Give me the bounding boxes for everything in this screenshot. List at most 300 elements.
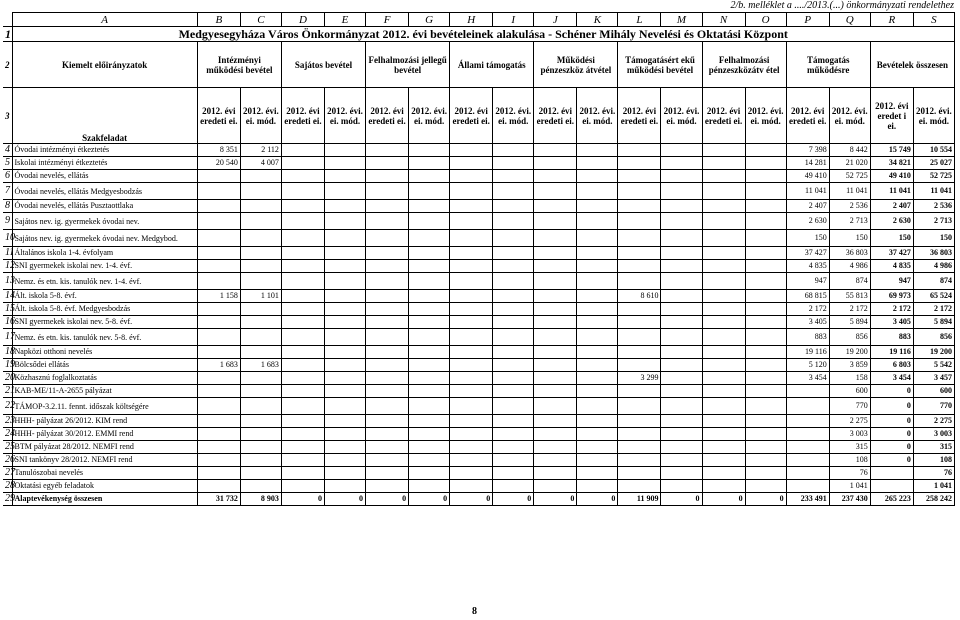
cell-k <box>577 467 618 480</box>
cell-n <box>702 273 745 290</box>
row-label: HHH- pályázat 26/2012. KIM rend <box>12 415 197 428</box>
cell-n <box>702 316 745 329</box>
cell-k <box>577 200 618 213</box>
row-number: 6 <box>5 170 10 181</box>
cell-q: 11 041 <box>829 183 870 200</box>
cell-c <box>240 415 281 428</box>
cell-i <box>493 372 534 385</box>
cell-n <box>702 247 745 260</box>
cell-f <box>366 260 409 273</box>
cell-d <box>281 273 324 290</box>
cell-p <box>786 398 829 415</box>
cell-r: 34 821 <box>870 157 913 170</box>
cell-q: 770 <box>829 398 870 415</box>
cell-h <box>450 144 493 157</box>
cell-q: 150 <box>829 230 870 247</box>
cell-j: 0 <box>534 493 577 506</box>
cell-q: 19 200 <box>829 346 870 359</box>
cell-q: 21 020 <box>829 157 870 170</box>
cell-d <box>281 454 324 467</box>
cell-i <box>493 359 534 372</box>
cell-n: 0 <box>702 493 745 506</box>
cell-q: 108 <box>829 454 870 467</box>
cell-b <box>197 316 240 329</box>
cell-c: 4 007 <box>240 157 281 170</box>
header-felhalm-jellegu: Felhalmozási jellegű bevétel <box>366 42 450 88</box>
cell-s: 600 <box>913 385 954 398</box>
cell-d <box>281 290 324 303</box>
cell-e <box>324 415 365 428</box>
header-tamogatasert: Támogatásért ekű működési bevétel <box>618 42 702 88</box>
row-number: 7 <box>3 183 12 200</box>
cell-c <box>240 398 281 415</box>
cell-g <box>409 247 450 260</box>
cell-r: 0 <box>870 398 913 415</box>
cell-s: 315 <box>913 441 954 454</box>
cell-h <box>450 428 493 441</box>
cell-j <box>534 428 577 441</box>
cell-h: 0 <box>450 493 493 506</box>
cell-b: 31 732 <box>197 493 240 506</box>
cell-i <box>493 290 534 303</box>
cell-p: 3 454 <box>786 372 829 385</box>
cell-f <box>366 428 409 441</box>
cell-d <box>281 144 324 157</box>
row-number: 17 <box>3 329 12 346</box>
table-row <box>3 144 955 157</box>
row-label: Óvodai nevelés, ellátás Pusztaottlaka <box>12 200 197 213</box>
cell-s: 856 <box>913 329 954 346</box>
cell-f <box>366 467 409 480</box>
cell-n <box>702 441 745 454</box>
cell-n <box>702 359 745 372</box>
cell-j <box>534 170 577 183</box>
cell-r <box>870 467 913 480</box>
cell-r: 2 407 <box>870 200 913 213</box>
cell-j <box>534 346 577 359</box>
cell-m <box>661 303 702 316</box>
cell-b: 1 683 <box>197 359 240 372</box>
col-letter: K <box>577 13 618 27</box>
row-number: 11 <box>5 247 15 258</box>
cell-n <box>702 329 745 346</box>
row-label: Óvodai nevelés, ellátás Medgyesbodzás <box>12 183 197 200</box>
cell-g <box>409 415 450 428</box>
cell-p: 2 172 <box>786 303 829 316</box>
cell-m <box>661 385 702 398</box>
cell-q: 315 <box>829 441 870 454</box>
cell-c <box>240 170 281 183</box>
sub-eredeti: 2012. évi eredeti ei. <box>281 88 324 144</box>
cell-j <box>534 398 577 415</box>
cell-j <box>534 385 577 398</box>
row-label: Iskolai intézményi étkeztetés <box>12 157 197 170</box>
cell-o <box>745 200 786 213</box>
cell-r: 2 630 <box>870 213 913 230</box>
header-bevetelek-osszesen: Bevételek összesen <box>870 42 954 88</box>
cell-n <box>702 213 745 230</box>
col-letter: R <box>870 13 913 27</box>
cell-c <box>240 303 281 316</box>
cell-l <box>618 385 661 398</box>
cell-q: 2 536 <box>829 200 870 213</box>
cell-s: 874 <box>913 273 954 290</box>
cell-n <box>702 428 745 441</box>
row-number: 18 <box>5 346 15 357</box>
cell-l <box>618 428 661 441</box>
cell-p: 233 491 <box>786 493 829 506</box>
cell-n <box>702 303 745 316</box>
row-label: KAB-ME/11-A-2655 pályázat <box>12 385 197 398</box>
row-label: Nemz. és etn. kis. tanulók nev. 1-4. évf. <box>12 273 197 290</box>
cell-l <box>618 454 661 467</box>
cell-g <box>409 260 450 273</box>
cell-q: 76 <box>829 467 870 480</box>
cell-f <box>366 183 409 200</box>
cell-p <box>786 428 829 441</box>
sub-mod: 2012. évi. ei. mód. <box>829 88 870 144</box>
cell-j <box>534 372 577 385</box>
row-label: SNI gyermekek iskolai nev. 5-8. évf. <box>12 316 197 329</box>
row-number: 19 <box>5 359 15 370</box>
cell-h <box>450 260 493 273</box>
cell-b <box>197 200 240 213</box>
cell-j <box>534 144 577 157</box>
cell-l <box>618 170 661 183</box>
cell-p <box>786 441 829 454</box>
cell-i <box>493 398 534 415</box>
cell-k <box>577 428 618 441</box>
cell-j <box>534 454 577 467</box>
cell-o <box>745 467 786 480</box>
cell-s: 3 457 <box>913 372 954 385</box>
cell-j <box>534 316 577 329</box>
cell-n <box>702 200 745 213</box>
cell-h <box>450 247 493 260</box>
cell-o <box>745 260 786 273</box>
cell-b: 20 540 <box>197 157 240 170</box>
cell-f: 0 <box>366 493 409 506</box>
cell-h <box>450 303 493 316</box>
row-label: Óvodai intézményi étkeztetés <box>12 144 197 157</box>
cell-i <box>493 260 534 273</box>
cell-i <box>493 157 534 170</box>
cell-j <box>534 230 577 247</box>
cell-c <box>240 454 281 467</box>
cell-b <box>197 454 240 467</box>
cell-n <box>702 290 745 303</box>
cell-h <box>450 467 493 480</box>
cell-f <box>366 441 409 454</box>
cell-j <box>534 273 577 290</box>
cell-r <box>870 480 913 493</box>
row-label: Oktatási egyéb feladatok <box>12 480 197 493</box>
cell-r: 265 223 <box>870 493 913 506</box>
sub-eredeti: 2012. évi eredeti ei. <box>702 88 745 144</box>
cell-m <box>661 329 702 346</box>
col-letter: S <box>913 13 954 27</box>
cell-q: 2 713 <box>829 213 870 230</box>
table-row <box>3 398 955 415</box>
cell-d <box>281 359 324 372</box>
cell-o <box>745 273 786 290</box>
table-row <box>3 157 955 170</box>
cell-r: 69 973 <box>870 290 913 303</box>
cell-j <box>534 213 577 230</box>
cell-g <box>409 290 450 303</box>
cell-h <box>450 157 493 170</box>
cell-r: 37 427 <box>870 247 913 260</box>
cell-b <box>197 372 240 385</box>
cell-b <box>197 467 240 480</box>
cell-b <box>197 441 240 454</box>
cell-s: 25 027 <box>913 157 954 170</box>
cell-r: 2 172 <box>870 303 913 316</box>
cell-d <box>281 260 324 273</box>
table-row <box>3 415 955 428</box>
row-label: HHH- pályázat 30/2012. EMMI rend <box>12 428 197 441</box>
cell-m <box>661 213 702 230</box>
cell-n <box>702 260 745 273</box>
cell-k <box>577 415 618 428</box>
cell-p: 68 815 <box>786 290 829 303</box>
col-letter: I <box>493 13 534 27</box>
cell-p: 883 <box>786 329 829 346</box>
cell-g <box>409 183 450 200</box>
cell-g <box>409 346 450 359</box>
row-number: 21 <box>5 385 15 396</box>
cell-h <box>450 454 493 467</box>
cell-g <box>409 385 450 398</box>
cell-e <box>324 454 365 467</box>
cell-m <box>661 428 702 441</box>
row-number: 14 <box>5 290 15 301</box>
cell-o <box>745 372 786 385</box>
cell-o <box>745 213 786 230</box>
cell-h <box>450 183 493 200</box>
cell-e <box>324 144 365 157</box>
sub-mod-total: 2012. évi. ei. mód. <box>913 88 954 144</box>
cell-r: 3 405 <box>870 316 913 329</box>
cell-k <box>577 316 618 329</box>
cell-q: 3 859 <box>829 359 870 372</box>
table-row <box>3 467 955 480</box>
cell-k <box>577 480 618 493</box>
cell-n <box>702 183 745 200</box>
cell-m <box>661 398 702 415</box>
cell-b <box>197 260 240 273</box>
cell-o <box>745 157 786 170</box>
cell-m <box>661 200 702 213</box>
cell-d <box>281 316 324 329</box>
cell-d <box>281 200 324 213</box>
cell-c: 1 101 <box>240 290 281 303</box>
cell-f <box>366 157 409 170</box>
cell-g <box>409 200 450 213</box>
cell-r: 0 <box>870 454 913 467</box>
cell-n <box>702 157 745 170</box>
sub-mod: 2012. évi. ei. mód. <box>493 88 534 144</box>
cell-o <box>745 247 786 260</box>
cell-f <box>366 200 409 213</box>
cell-f <box>366 230 409 247</box>
cell-o <box>745 415 786 428</box>
cell-m <box>661 480 702 493</box>
cell-c <box>240 428 281 441</box>
cell-f <box>366 247 409 260</box>
row-label: Ált. iskola 5-8. évf. Medgyesbodzás <box>12 303 197 316</box>
cell-f <box>366 415 409 428</box>
cell-s: 2 536 <box>913 200 954 213</box>
cell-b <box>197 230 240 247</box>
cell-s: 10 554 <box>913 144 954 157</box>
revenue-table <box>3 12 955 506</box>
cell-s: 150 <box>913 230 954 247</box>
cell-p: 150 <box>786 230 829 247</box>
cell-q: 4 986 <box>829 260 870 273</box>
cell-i <box>493 329 534 346</box>
cell-j <box>534 415 577 428</box>
sub-eredeti: 2012. évi eredeti ei. <box>786 88 829 144</box>
cell-q: 2 172 <box>829 303 870 316</box>
cell-s: 2 172 <box>913 303 954 316</box>
cell-o <box>745 441 786 454</box>
col-letter: O <box>745 13 786 27</box>
cell-i <box>493 316 534 329</box>
cell-b <box>197 385 240 398</box>
cell-q: 237 430 <box>829 493 870 506</box>
cell-c <box>240 247 281 260</box>
sub-mod: 2012. évi. ei. mód. <box>240 88 281 144</box>
cell-l <box>618 398 661 415</box>
cell-l <box>618 467 661 480</box>
cell-j <box>534 247 577 260</box>
row-number: 16 <box>5 316 15 327</box>
cell-m <box>661 372 702 385</box>
cell-c <box>240 273 281 290</box>
cell-q: 55 813 <box>829 290 870 303</box>
cell-f <box>366 303 409 316</box>
cell-e <box>324 260 365 273</box>
cell-s: 2 713 <box>913 213 954 230</box>
cell-c: 1 683 <box>240 359 281 372</box>
cell-p <box>786 415 829 428</box>
cell-e <box>324 359 365 372</box>
cell-j <box>534 359 577 372</box>
sub-mod: 2012. évi. ei. mód. <box>409 88 450 144</box>
cell-o <box>745 398 786 415</box>
cell-l <box>618 346 661 359</box>
cell-b: 1 158 <box>197 290 240 303</box>
cell-h <box>450 480 493 493</box>
sub-mod: 2012. évi. ei. mód. <box>661 88 702 144</box>
cell-g <box>409 213 450 230</box>
cell-f <box>366 144 409 157</box>
cell-l <box>618 303 661 316</box>
col-letter: J <box>534 13 577 27</box>
cell-m <box>661 441 702 454</box>
cell-q: 2 275 <box>829 415 870 428</box>
cell-d <box>281 247 324 260</box>
row-label: Általános iskola 1-4. évfolyam <box>12 247 197 260</box>
row-label: TÁMOP-3.2.11. fennt. időszak költségére <box>12 398 197 415</box>
cell-q: 8 442 <box>829 144 870 157</box>
cell-o <box>745 329 786 346</box>
cell-r: 4 835 <box>870 260 913 273</box>
cell-l: 8 610 <box>618 290 661 303</box>
table-row <box>3 260 955 273</box>
cell-n <box>702 346 745 359</box>
table-row <box>3 247 955 260</box>
cell-p: 947 <box>786 273 829 290</box>
cell-m <box>661 260 702 273</box>
cell-p: 7 398 <box>786 144 829 157</box>
cell-k <box>577 260 618 273</box>
cell-i <box>493 200 534 213</box>
cell-k <box>577 213 618 230</box>
cell-c <box>240 183 281 200</box>
cell-s: 11 041 <box>913 183 954 200</box>
cell-l <box>618 260 661 273</box>
sub-header-row: 3 Szakfeladat 2012. évi eredeti ei. 2012. évi. ei. mód. 2012. évi eredeti ei. 2012. évi. ei. mód. 2012. évi eredeti ei. 2012. évi. ei. mód. 2012. évi eredeti ei. 2012. évi. ei. mód. 2012. évi eredeti ei. 2012. évi. ei. mód. 2012. évi eredeti ei. 2012. évi. ei. mód. 2012. évi eredeti ei. 2012. évi. ei. mód. 2012. évi eredeti ei. 2012. évi. ei. mód. 2012. évi eredet i ei. 2012. évi. ei. mód. <box>3 88 955 144</box>
cell-r: 11 041 <box>870 183 913 200</box>
cell-m <box>661 170 702 183</box>
cell-r: 883 <box>870 329 913 346</box>
cell-e <box>324 230 365 247</box>
cell-s: 76 <box>913 467 954 480</box>
cell-g <box>409 329 450 346</box>
cell-c <box>240 230 281 247</box>
cell-i <box>493 467 534 480</box>
col-letter: A <box>12 13 197 27</box>
row-number: 28 <box>5 480 15 491</box>
cell-k <box>577 273 618 290</box>
row-label: Sajátos nev. ig. gyermekek óvodai nev. <box>12 213 197 230</box>
row-number: 15 <box>5 303 15 314</box>
cell-i <box>493 303 534 316</box>
cell-o <box>745 359 786 372</box>
cell-r: 15 749 <box>870 144 913 157</box>
sub-eredeti: 2012. évi eredeti ei. <box>197 88 240 144</box>
cell-m <box>661 247 702 260</box>
cell-k <box>577 247 618 260</box>
cell-m <box>661 183 702 200</box>
cell-l <box>618 144 661 157</box>
cell-d <box>281 329 324 346</box>
sub-eredeti-total: 2012. évi eredet i ei. <box>870 88 913 144</box>
table-row <box>3 441 955 454</box>
cell-p: 11 041 <box>786 183 829 200</box>
cell-o <box>745 290 786 303</box>
cell-f <box>366 290 409 303</box>
cell-j <box>534 290 577 303</box>
cell-c <box>240 346 281 359</box>
cell-h <box>450 329 493 346</box>
cell-g <box>409 428 450 441</box>
cell-c: 8 903 <box>240 493 281 506</box>
table-row <box>3 230 955 247</box>
cell-b <box>197 428 240 441</box>
row-label: SNI gyermekek iskolai nev. 1-4. évf. <box>12 260 197 273</box>
cell-n <box>702 454 745 467</box>
cell-k <box>577 385 618 398</box>
cell-s: 258 242 <box>913 493 954 506</box>
cell-k <box>577 230 618 247</box>
cell-r: 0 <box>870 428 913 441</box>
cell-e <box>324 467 365 480</box>
cell-g <box>409 480 450 493</box>
cell-e <box>324 157 365 170</box>
